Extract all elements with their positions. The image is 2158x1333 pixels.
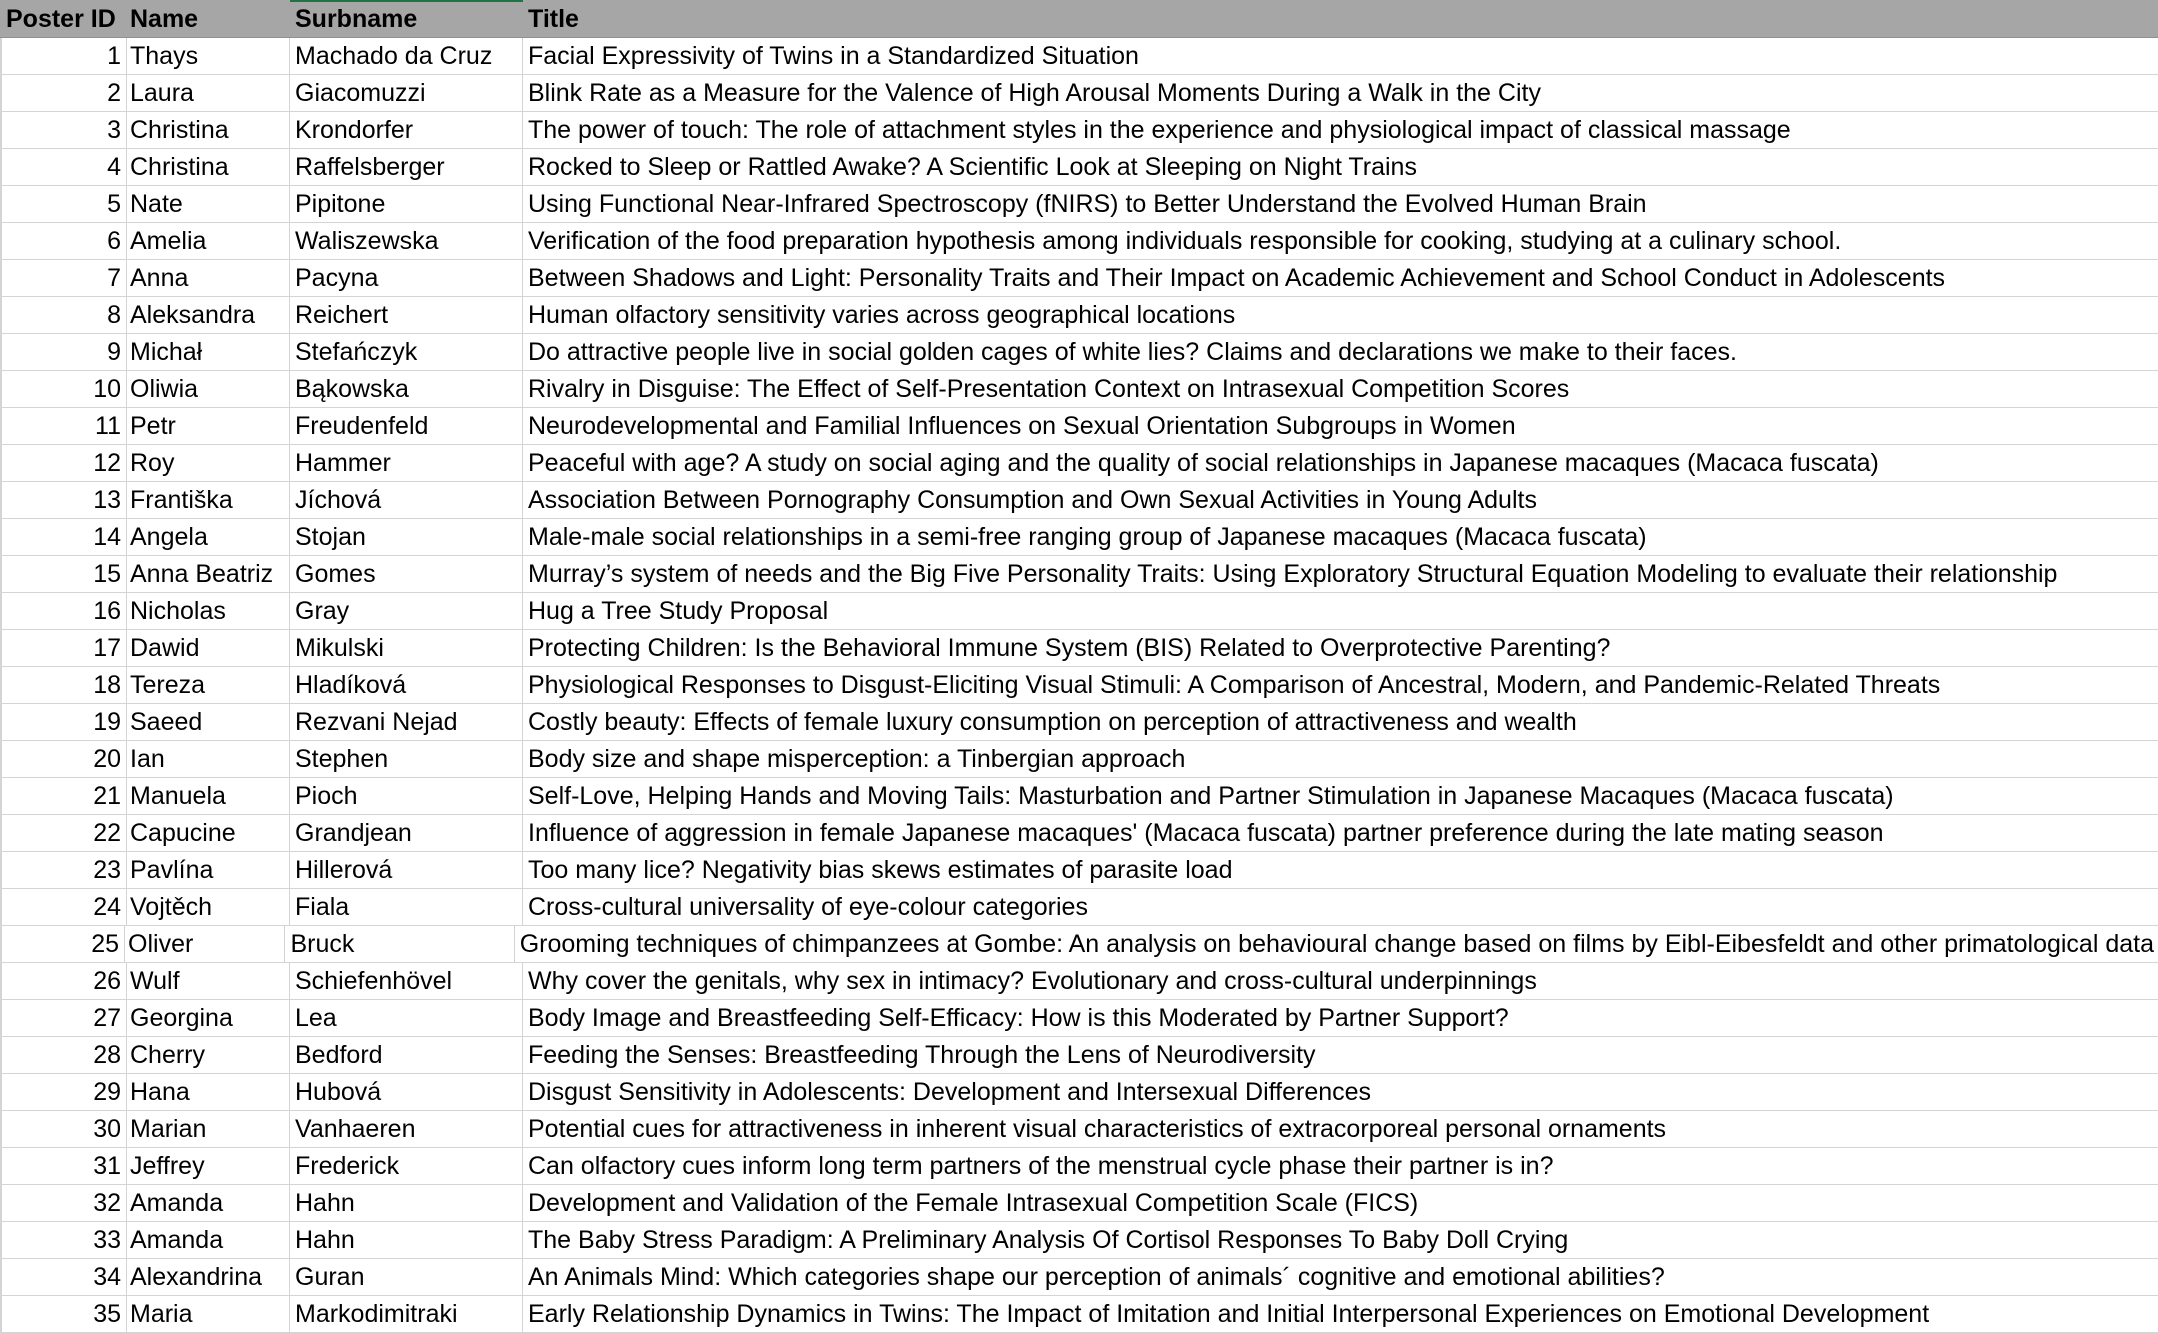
cell-poster-id[interactable]: 32 [0,1185,127,1221]
cell-poster-id[interactable]: 16 [0,593,127,629]
cell-surname[interactable]: Stephen [290,741,523,777]
cell-title[interactable]: Human olfactory sensitivity varies across geographical locations [528,301,1236,329]
cell-name[interactable]: Jeffrey [127,1148,290,1184]
cell-poster-id[interactable]: 19 [0,704,127,740]
cell-surname[interactable]: Hubová [290,1074,523,1110]
cell-title[interactable]: Too many lice? Negativity bias skews estimates of parasite load [528,856,1233,884]
cell-name[interactable]: Nicholas [127,593,290,629]
cell-title[interactable]: Do attractive people live in social golden cages of white lies? Claims and declarations we make to their faces. [528,338,1737,366]
table-row [0,1185,2158,1222]
cell-name[interactable]: Aleksandra [127,297,290,333]
cell-name[interactable]: Michał [127,334,290,370]
header-row [0,0,2158,38]
cell-surname[interactable]: Hahn [290,1222,523,1258]
table-row [0,482,2158,519]
cell-name[interactable]: Dawid [127,630,290,666]
cell-poster-id[interactable]: 29 [0,1074,127,1110]
cell-title[interactable]: Body Image and Breastfeeding Self-Efficacy: How is this Moderated by Partner Support? [528,1004,1509,1032]
table-row [0,889,2158,926]
cell-surname[interactable]: Schiefenhövel [290,963,523,999]
table-row [0,297,2158,334]
cell-surname[interactable]: Machado da Cruz [290,38,523,74]
cell-title[interactable]: Hug a Tree Study Proposal [528,597,829,625]
cell-title[interactable]: Costly beauty: Effects of female luxury consumption on perception of attractiveness and wealth [528,708,1577,736]
table-row [0,223,2158,260]
cell-surname[interactable]: Raffelsberger [290,149,523,185]
cell-title[interactable]: An Animals Mind: Which categories shape our perception of animals´ cognitive and emotional abilities? [528,1263,1665,1291]
cell-poster-id[interactable]: 28 [0,1037,127,1073]
cell-surname[interactable]: Giacomuzzi [290,75,523,111]
cell-poster-id[interactable]: 35 [0,1296,127,1332]
cell-title[interactable]: Rocked to Sleep or Rattled Awake? A Scientific Look at Sleeping on Night Trains [528,153,1417,181]
cell-surname[interactable]: Jíchová [290,482,523,518]
cell-name[interactable]: Hana [127,1074,290,1110]
cell-poster-id[interactable]: 30 [0,1111,127,1147]
table-row [0,1000,2158,1037]
cell-title[interactable]: Male-male social relationships in a semi-free ranging group of Japanese macaques (Macaca fuscata) [528,523,1647,551]
cell-poster-id[interactable]: 8 [0,297,127,333]
cell-name[interactable]: Amanda [127,1185,290,1221]
cell-name[interactable]: Roy [127,445,290,481]
cell-surname[interactable]: Stojan [290,519,523,555]
header-cell-surname[interactable]: Surbname [290,0,523,37]
cell-poster-id[interactable]: 27 [0,1000,127,1036]
table-row [0,112,2158,149]
cell-surname[interactable]: Grandjean [290,815,523,851]
cell-surname[interactable]: Lea [290,1000,523,1036]
cell-title[interactable]: Verification of the food preparation hypothesis among individuals responsible for cooking, studying at a culinary school. [528,227,1842,255]
cell-title[interactable]: Potential cues for attractiveness in inherent visual characteristics of extracorporeal personal ornaments [528,1115,1667,1143]
cell-title[interactable]: Association Between Pornography Consumption and Own Sexual Activities in Young Adults [528,486,1537,514]
table-row [0,75,2158,112]
cell-name[interactable]: Laura [127,75,290,111]
cell-name[interactable]: Amelia [127,223,290,259]
cell-poster-id[interactable]: 2 [0,75,127,111]
cell-surname[interactable]: Pipitone [290,186,523,222]
table-row [0,1074,2158,1111]
cell-surname[interactable]: Gomes [290,556,523,592]
cell-title[interactable]: Between Shadows and Light: Personality Traits and Their Impact on Academic Achievement and School Conduct in Adolescents [528,264,1946,292]
cell-surname[interactable]: Fiala [290,889,523,925]
cell-poster-id[interactable]: 3 [0,112,127,148]
cell-name[interactable]: Františka [127,482,290,518]
header-cell-name[interactable]: Name [127,0,290,37]
cell-title[interactable]: Blink Rate as a Measure for the Valence of High Arousal Moments During a Walk in the City [528,79,1541,107]
cell-surname[interactable]: Bedford [290,1037,523,1073]
cell-name[interactable]: Angela [127,519,290,555]
cell-name[interactable]: Georgina [127,1000,290,1036]
table-row [0,260,2158,297]
cell-poster-id[interactable]: 21 [0,778,127,814]
sheet-left-border [0,38,2,1333]
cell-name[interactable]: Saeed [127,704,290,740]
cell-name[interactable]: Christina [127,112,290,148]
cell-name[interactable]: Thays [127,38,290,74]
cell-name[interactable]: Wulf [127,963,290,999]
cell-name[interactable]: Marian [127,1111,290,1147]
cell-poster-id[interactable]: 17 [0,630,127,666]
table-row [0,815,2158,852]
cell-surname[interactable]: Hahn [290,1185,523,1221]
cell-title[interactable]: Protecting Children: Is the Behavioral Immune System (BIS) Related to Overprotective Parenting? [528,634,1611,662]
cell-poster-id[interactable]: 5 [0,186,127,222]
table-row [0,556,2158,593]
cell-poster-id[interactable]: 9 [0,334,127,370]
table-row [0,1148,2158,1185]
cell-title[interactable]: Rivalry in Disguise: The Effect of Self-Presentation Context on Intrasexual Competition Scores [528,375,1570,403]
table-row [0,667,2158,704]
cell-name[interactable]: Vojtěch [127,889,290,925]
cell-poster-id[interactable]: 4 [0,149,127,185]
cell-title[interactable]: Body size and shape misperception: a Tinbergian approach [528,745,1186,773]
cell-surname[interactable]: Krondorfer [290,112,523,148]
table-row [0,38,2158,75]
table-row [0,593,2158,630]
table-row [0,519,2158,556]
cell-poster-id[interactable]: 18 [0,667,127,703]
cell-name[interactable]: Oliver [125,926,285,962]
cell-title[interactable]: Development and Validation of the Female Intrasexual Competition Scale (FICS) [528,1189,1419,1217]
cell-name[interactable]: Amanda [127,1222,290,1258]
cell-poster-id[interactable]: 34 [0,1259,127,1295]
cell-surname[interactable]: Bruck [285,926,514,962]
cell-poster-id[interactable]: 10 [0,371,127,407]
cell-title[interactable]: Using Functional Near-Infrared Spectroscopy (fNIRS) to Better Understand the Evolved Human Brain [528,190,1647,218]
cell-title[interactable]: Disgust Sensitivity in Adolescents: Development and Intersexual Differences [528,1078,1372,1106]
cell-poster-id[interactable]: 14 [0,519,127,555]
cell-name[interactable]: Nate [127,186,290,222]
cell-name[interactable]: Cherry [127,1037,290,1073]
cell-poster-id[interactable]: 33 [0,1222,127,1258]
cell-title[interactable]: Early Relationship Dynamics in Twins: The Impact of Imitation and Initial Interpersonal Experiences on Emotional Development [528,1300,1930,1328]
cell-poster-id[interactable]: 24 [0,889,127,925]
cell-name[interactable]: Petr [127,408,290,444]
cell-name[interactable]: Manuela [127,778,290,814]
cell-poster-id[interactable]: 1 [0,38,127,74]
cell-poster-id[interactable]: 13 [0,482,127,518]
cell-surname[interactable]: Hladíková [290,667,523,703]
table-row [0,704,2158,741]
cell-poster-id[interactable]: 6 [0,223,127,259]
cell-surname[interactable]: Pacyna [290,260,523,296]
cell-surname[interactable]: Guran [290,1259,523,1295]
cell-title[interactable]: Self-Love, Helping Hands and Moving Tails: Masturbation and Partner Stimulation in Japanese Macaques (Macaca fuscata) [528,782,1894,810]
cell-title[interactable]: Neurodevelopmental and Familial Influences on Sexual Orientation Subgroups in Women [528,412,1516,440]
cell-title[interactable]: Influence of aggression in female Japanese macaques' (Macaca fuscata) partner preference during the late mating season [528,819,1884,847]
cell-title[interactable]: Why cover the genitals, why sex in intimacy? Evolutionary and cross-cultural underpinnings [528,967,1537,995]
cell-poster-id[interactable]: 23 [0,852,127,888]
cell-poster-id[interactable]: 31 [0,1148,127,1184]
cell-name[interactable]: Ian [127,741,290,777]
cell-poster-id[interactable]: 12 [0,445,127,481]
table-row [0,186,2158,223]
cell-surname[interactable]: Stefańczyk [290,334,523,370]
cell-name[interactable]: Anna Beatriz [127,556,290,592]
table-row [0,963,2158,1000]
cell-poster-id[interactable]: 22 [0,815,127,851]
cell-surname[interactable]: Frederick [290,1148,523,1184]
cell-title[interactable]: Peaceful with age? A study on social aging and the quality of social relationships in Japanese macaques (Macaca fuscata) [528,449,1879,477]
table-row [0,778,2158,815]
table-row [0,334,2158,371]
cell-name[interactable]: Maria [127,1296,290,1332]
cell-poster-id[interactable]: 26 [0,963,127,999]
cell-title[interactable]: The Baby Stress Paradigm: A Preliminary Analysis Of Cortisol Responses To Baby Doll Crying [528,1226,1569,1254]
table-row [0,371,2158,408]
cell-poster-id[interactable]: 7 [0,260,127,296]
selected-column-indicator [290,0,523,2]
cell-poster-id[interactable]: 20 [0,741,127,777]
cell-poster-id[interactable]: 25 [0,926,125,962]
table-row [0,852,2158,889]
cell-surname[interactable]: Freudenfeld [290,408,523,444]
cell-name[interactable]: Oliwia [127,371,290,407]
cell-title[interactable]: Facial Expressivity of Twins in a Standardized Situation [528,42,1139,70]
cell-name[interactable]: Anna [127,260,290,296]
table-row [0,630,2158,667]
table-row [0,1296,2158,1333]
cell-surname[interactable]: Gray [290,593,523,629]
cell-surname[interactable]: Waliszewska [290,223,523,259]
cell-poster-id[interactable]: 11 [0,408,127,444]
table-row [0,1111,2158,1148]
cell-title[interactable]: Grooming techniques of chimpanzees at Gombe: An analysis on behavioural change based on films by Eibl-Eibesfeldt and other primatological data [519,930,2154,958]
cell-surname[interactable]: Hammer [290,445,523,481]
table-row [0,1259,2158,1296]
cell-name[interactable]: Pavlína [127,852,290,888]
cell-title[interactable]: Feeding the Senses: Breastfeeding Through the Lens of Neurodiversity [528,1041,1316,1069]
cell-surname[interactable]: Rezvani Nejad [290,704,523,740]
cell-name[interactable]: Tereza [127,667,290,703]
cell-title[interactable]: Physiological Responses to Disgust-Eliciting Visual Stimuli: A Comparison of Ancestral, Modern, and Pandemic-Related Threats [528,671,1941,699]
cell-name[interactable]: Capucine [127,815,290,851]
cell-surname[interactable]: Reichert [290,297,523,333]
cell-title[interactable]: Murray’s system of needs and the Big Five Personality Traits: Using Exploratory Structural Equation Modeling to evaluate their relationship [528,560,2058,588]
cell-poster-id[interactable]: 15 [0,556,127,592]
cell-name[interactable]: Alexandrina [127,1259,290,1295]
cell-surname[interactable]: Mikulski [290,630,523,666]
table-row [0,1037,2158,1074]
table-body [0,38,2158,1333]
cell-surname[interactable]: Vanhaeren [290,1111,523,1147]
cell-surname[interactable]: Markodimitraki [290,1296,523,1332]
cell-title[interactable]: Cross-cultural universality of eye-colour categories [528,893,1088,921]
table-row [0,149,2158,186]
header-cell-title[interactable]: Title [523,0,2158,37]
cell-surname[interactable]: Pioch [290,778,523,814]
cell-surname[interactable]: Bąkowska [290,371,523,407]
cell-title[interactable]: The power of touch: The role of attachment styles in the experience and physiological impact of classical massage [528,116,1791,144]
table-row [0,445,2158,482]
cell-surname[interactable]: Hillerová [290,852,523,888]
header-cell-poster-id[interactable]: Poster ID [0,0,127,37]
cell-title[interactable]: Can olfactory cues inform long term partners of the menstrual cycle phase their partner is in? [528,1152,1554,1180]
table-row [0,926,2158,963]
table-row [0,408,2158,445]
table-row [0,741,2158,778]
table-row [0,1222,2158,1259]
cell-name[interactable]: Christina [127,149,290,185]
